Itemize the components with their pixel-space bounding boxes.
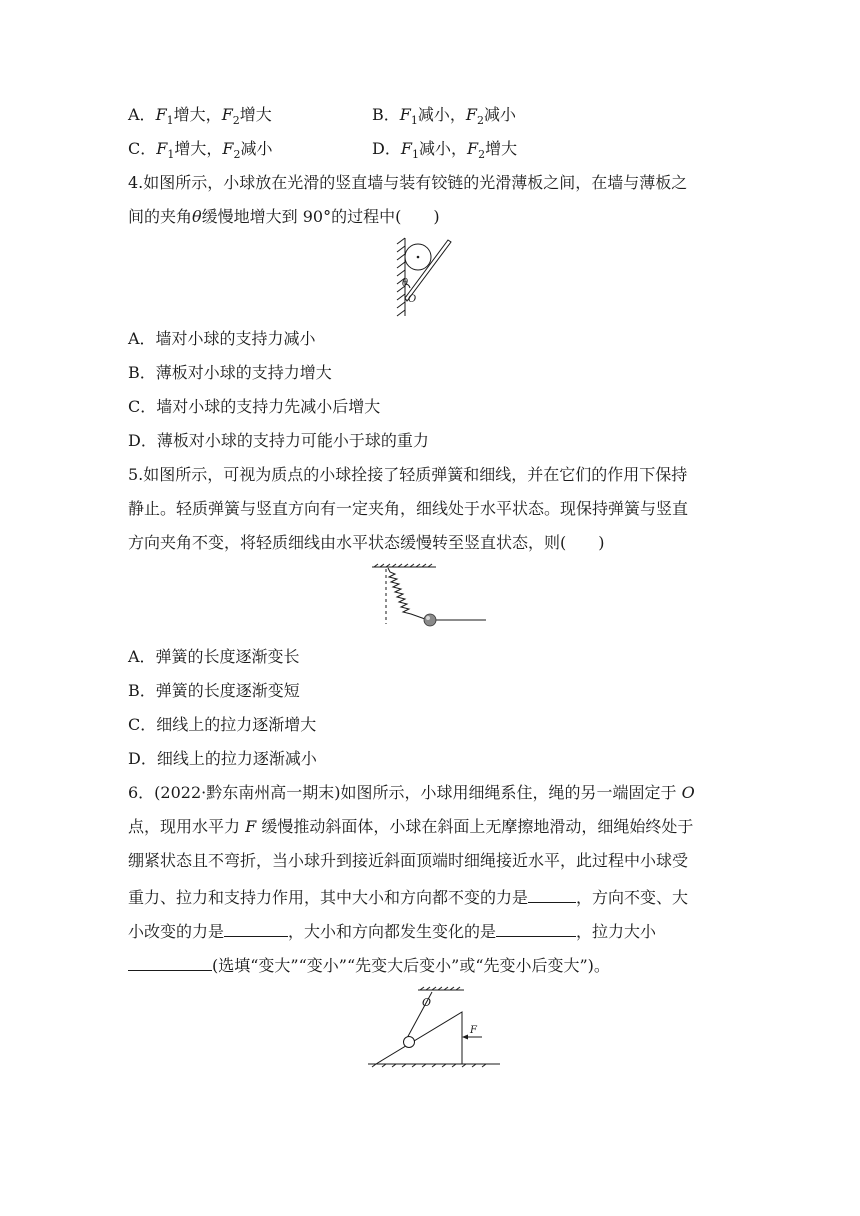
q4-figure-ball-wall-board: [393, 236, 473, 318]
subscript: 1: [167, 148, 175, 162]
q6-stem-line-1: [128, 782, 695, 804]
q6-stem-line-5: [128, 918, 656, 943]
theta-symbol: θ: [192, 207, 202, 226]
q6-stem-text: 点，现用水平力: [128, 817, 241, 836]
q6-stem-line-6: [128, 952, 610, 977]
ball: [424, 614, 436, 626]
force-symbol: F: [465, 105, 477, 124]
q4-stem-line-1: 4.如图所示，小球放在光滑的竖直墙与装有铰链的光滑薄板之间，在墙与薄板之: [128, 173, 688, 192]
option-label: D．: [372, 139, 401, 158]
q3-option-b[interactable]: [372, 104, 516, 132]
q5-stem-line-2: 静止。轻质弹簧与竖直方向有一定夹角，细线处于水平状态。现保持弹簧与竖直: [128, 499, 689, 518]
subscript: 1: [410, 114, 418, 128]
q6-stem-text: (选填“变大”“变小”“先变大后变小”或“先变小后变大”)。: [212, 956, 610, 975]
answer-blank-2[interactable]: [224, 918, 288, 937]
q4-option-b[interactable]: B．薄板对小球的支持力增大: [128, 363, 332, 382]
q6-stem-text: 小改变的力是: [128, 922, 225, 941]
force-f-label: F: [470, 1025, 477, 1036]
q6-stem-line-2: [128, 816, 693, 838]
incline-block: [376, 1012, 462, 1064]
subscript: 2: [233, 148, 241, 162]
ball: [404, 1037, 415, 1048]
q6-stem-line-4: [128, 884, 688, 909]
option-text: 减小: [240, 139, 273, 158]
q4-stem-text: 缓慢地增大到 90°的过程中( ): [201, 207, 440, 226]
answer-blank-3[interactable]: [496, 918, 576, 937]
q6-stem-text: 6．(2022·黔东南州高一期末)如图所示，小球用细绳系住，绳的另一端固定于: [128, 783, 677, 802]
option-text: 增大，: [174, 139, 223, 158]
theta-label: θ: [402, 278, 409, 289]
option-label: C．: [128, 139, 157, 158]
spring: [388, 568, 425, 619]
q5-option-b[interactable]: B．弹簧的长度逐渐变短: [128, 681, 300, 700]
pivot-o-label: O: [408, 294, 417, 305]
option-text: 增大: [485, 139, 518, 158]
q6-stem-text: ，方向不变、大: [576, 888, 689, 907]
force-f-symbol: F: [245, 817, 257, 836]
q5-figure-spring-ball: [370, 564, 490, 628]
subscript: 2: [478, 148, 486, 162]
option-label: B．: [372, 105, 400, 124]
force-symbol: F: [399, 105, 411, 124]
q6-figure-incline: [366, 986, 500, 1068]
option-text: 增大，: [173, 105, 222, 124]
force-symbol: F: [221, 105, 233, 124]
q5-option-a[interactable]: A．弹簧的长度逐渐变长: [128, 647, 300, 666]
q5-option-d[interactable]: D．细线上的拉力逐渐减小: [128, 749, 317, 768]
subscript: 1: [411, 148, 419, 162]
q4-stem-text: 间的夹角: [128, 207, 193, 226]
q3-option-c[interactable]: [128, 138, 273, 166]
force-symbol: F: [222, 139, 234, 158]
q5-stem-line-1: 5.如图所示，可视为质点的小球拴接了轻质弹簧和细线，并在它们的作用下保持: [128, 465, 688, 484]
subscript: 2: [232, 114, 240, 128]
q6-stem-text: ，大小和方向都发生变化的是: [288, 922, 497, 941]
point-o-label: O: [422, 996, 432, 1009]
q4-stem-line-2: [128, 206, 440, 228]
q5-option-c[interactable]: C．细线上的拉力逐渐增大: [128, 715, 317, 734]
wall-hatching: [397, 238, 405, 316]
subscript: 2: [477, 114, 484, 128]
q5-stem-line-3: 方向夹角不变，将轻质细线由水平状态缓慢转至竖直状态，则( ): [128, 533, 605, 552]
option-text: 减小，: [418, 139, 467, 158]
answer-blank-1[interactable]: [528, 884, 576, 903]
q6-stem-line-3: 绷紧状态且不弯折，当小球升到接近斜面顶端时细绳接近水平，此过程中小球受: [128, 851, 689, 870]
option-label: A．: [128, 105, 156, 124]
answer-blank-4[interactable]: [128, 952, 212, 971]
force-symbol: F: [155, 105, 167, 124]
force-symbol: F: [156, 139, 168, 158]
q4-option-a[interactable]: A．墙对小球的支持力减小: [128, 329, 316, 348]
force-symbol: F: [400, 139, 412, 158]
q6-stem-text: ，拉力大小: [576, 922, 657, 941]
option-text: 减小: [484, 105, 517, 124]
option-text: 减小，: [417, 105, 466, 124]
q6-stem-text: 重力、拉力和支持力作用，其中大小和方向都不变的力是: [128, 888, 529, 907]
q3-option-d[interactable]: [372, 138, 517, 166]
q3-option-a[interactable]: [128, 104, 272, 132]
option-text: 增大: [239, 105, 272, 124]
q4-option-d[interactable]: D．薄板对小球的支持力可能小于球的重力: [128, 431, 429, 450]
subscript: 1: [166, 114, 174, 128]
q6-stem-text: 缓慢推动斜面体，小球在斜面上无摩擦地滑动，细绳始终处于: [261, 817, 694, 836]
point-o-symbol: O: [681, 783, 695, 802]
q4-option-c[interactable]: C．墙对小球的支持力先减小后增大: [128, 397, 381, 416]
force-symbol: F: [466, 139, 479, 158]
